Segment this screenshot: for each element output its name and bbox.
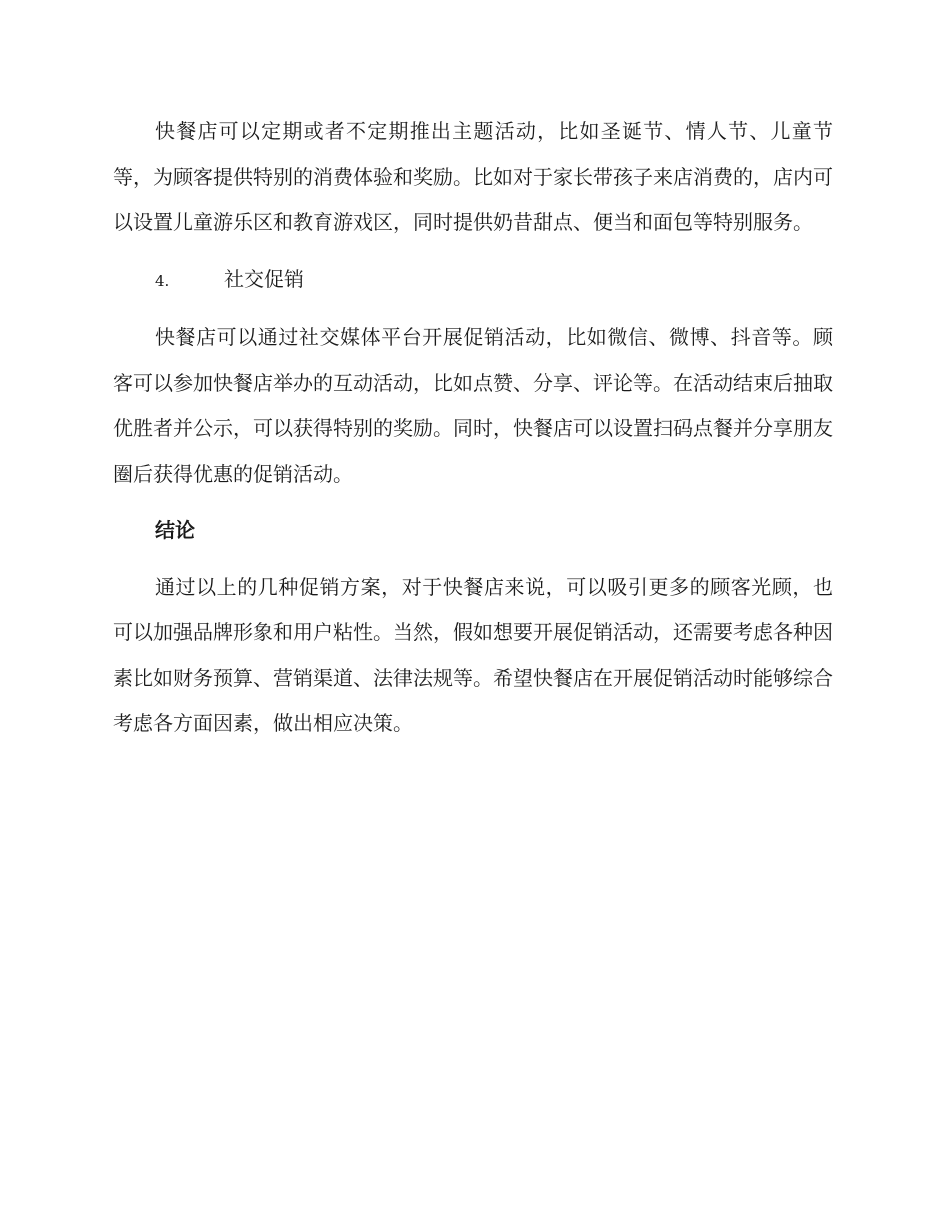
section-heading-conclusion: 结论: [155, 518, 195, 542]
document-body: [113, 109, 833, 758]
paragraph-social-promotion: 快餐店可以通过社交媒体平台开展促销活动，比如微信、微博、抖音等。顾客可以参加快餐店举办的互动活动，比如点赞、分享、评论等。在活动结束后抽取优胜者并公示，可以获得特别的奖励。同时，快餐店可以设置扫码点餐并分享朋友圈后获得优惠的促销活动。: [113, 325, 833, 486]
list-item-social-promotion: [155, 257, 833, 305]
paragraph-conclusion: 通过以上的几种促销方案，对于快餐店来说，可以吸引更多的顾客光顾，也可以加强品牌形象和用户粘性。当然，假如想要开展促销活动，还需要考虑各种因素比如财务预算、营销渠道、法律法规等。希望快餐店在开展促销活动时能够综合考虑各方面因素，做出相应决策。: [113, 574, 833, 735]
list-item-title: 社交促销: [224, 266, 304, 291]
list-item-number: 4.: [155, 271, 170, 290]
paragraph-theme-events: 快餐店可以定期或者不定期推出主题活动，比如圣诞节、情人节、儿童节等，为顾客提供特别的消费体验和奖励。比如对于家长带孩子来店消费的，店内可以设置儿童游乐区和教育游戏区，同时提供奶昔甜点、便当和面包等特别服务。: [113, 119, 833, 234]
